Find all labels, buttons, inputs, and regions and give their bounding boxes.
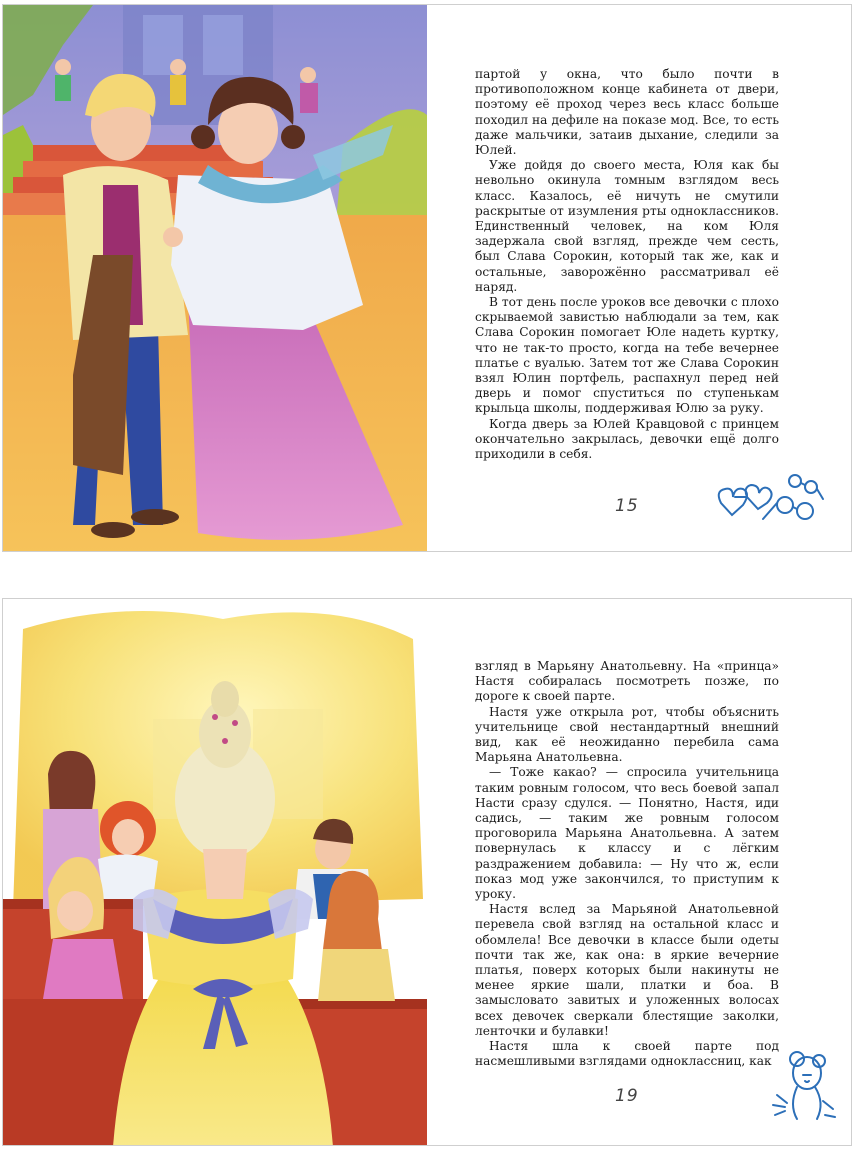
illustration-classroom-art: [3, 599, 427, 1146]
paragraph: партой у окна, что было почти в противоположном конце кабинета от двери, поэтому её проход через весь класс больше походил на дефиле на показе мод. Все, то есть даже мальчики, затаив дыхание, следили за Юлей.: [475, 67, 779, 158]
paragraph: Когда дверь за Юлей Кравцовой с принцем окончательно закрылась, девочки ещё долго приходили в себя.: [475, 416, 779, 462]
paragraph: В тот день после уроков все девочки с плохо скрываемой завистью наблюдали за тем, как Слава Сорокин помогает Юле надеть куртку, что не так-то просто, когда на тебе вечернее платье с вуалью. Затем тот же Слава Сорокин взял Юлин портфель, распахнул перед ней дверь и помог спуститься по ступенькам крыльца школы, поддерживая Юлю за руку.: [475, 295, 779, 416]
paragraph: Настя вслед за Марьяной Анатольевной перевела свой взгляд на остальной класс и обомлела! Все девочки в классе были одеты почти так же, как она: в яркие вечерние платья, поверх которых были накинуты не менее яркие шали, платки и боа. В замысловато завитых и уложенных волосах всех девочек сверкали блестящие заколки, ленточки и булавки!: [475, 902, 779, 1038]
page-19-text: [475, 659, 779, 1069]
paragraph: Настя уже открыла рот, чтобы объяснить учительнице свой нестандартный внешний вид, как её неожиданно перебила сама Марьяна Анатольевна.: [475, 704, 779, 765]
illustration-boy-and-girl: [3, 5, 427, 552]
page-15-text: [475, 67, 779, 462]
page-number: 15: [615, 496, 639, 516]
illustration-classroom-girls: [3, 599, 427, 1146]
paragraph: Настя шла к своей парте под насмешливыми взглядами одноклассниц, как: [475, 1039, 779, 1069]
paragraph: Уже дойдя до своего места, Юля как бы невольно окинула томным взглядом весь класс. Казалось, её ничуть не смутили раскрытые от изумления рты одноклассников. Единственный человек, на ком Юля задержала свой взгляд, прежде чем сесть, был Слава Сорокин, который так же, как и остальные, заворожённо рассматривал её наряд.: [475, 158, 779, 294]
paragraph: — Тоже какао? — спросила учительница таким ровным голосом, что весь боевой запал Насти сразу сдулся. — Понятно, Настя, иди садись, — таким же ровным голосом проговорила Марьяна Анатольевна. А затем повернулась к классу и с лёгким раздражением добавила: — Ну что ж, если показ мод уже закончился, то приступим к уроку.: [475, 765, 779, 902]
illustration-boy-girl-art: [3, 5, 427, 552]
mouse-doodle-icon: [767, 1045, 839, 1129]
page-number: 19: [615, 1086, 639, 1106]
paragraph: взгляд в Марьяну Анатольевну. На «принца» Настя собиралась посмотреть позже, по дороге к своей парте.: [475, 659, 779, 704]
book-spread-bottom: [2, 598, 852, 1146]
hearts-glasses-doodle-icon: [713, 467, 825, 529]
book-spread-top: [2, 4, 852, 552]
